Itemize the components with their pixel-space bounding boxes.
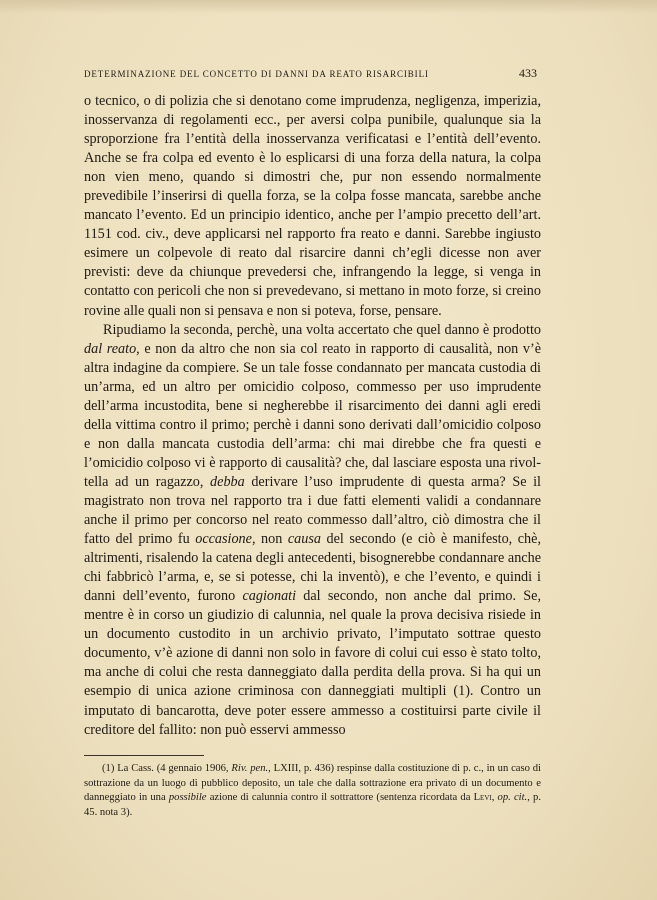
footnote-segment: (1) La Cass. (4 gennaio 1906, xyxy=(102,763,232,774)
text-segment: derivare l’uso imprudente di questa arma? Se il magistrato non trova nel rapporto tra i due fatti elementi validi a condannare anche il primo per concorso nel reato commesso dall’altro, ciò dimostra che il fatto del primo fu xyxy=(84,473,541,548)
italic-occasione: occasione xyxy=(195,531,252,548)
footnote-segment: , p. 45. nota 3). xyxy=(84,792,541,818)
footnote-separator xyxy=(84,755,204,756)
running-head: DETERMINAZIONE DEL CONCETTO DI DANNI DA REATO RISARCIBILI xyxy=(84,69,429,79)
italic-possibile: possibile xyxy=(168,792,207,804)
paragraph-2 xyxy=(84,321,541,740)
footnote-segment: , LXIII, p. 436) respinse dalla costituzione di p. c., in un caso di sottrazione da un luogo di pubblico deposito, un tale che dalla sottrazione era privato di un documento e danneggiato in una xyxy=(84,763,541,804)
footnote-1 xyxy=(84,762,541,820)
footnote-segment: , xyxy=(491,792,498,804)
author-levi: Levi xyxy=(473,792,492,804)
text-segment: , non xyxy=(251,531,288,548)
page-number: 433 xyxy=(519,66,537,80)
italic-cagionati: cagionati xyxy=(242,588,297,605)
body-text xyxy=(84,92,541,740)
italic-riv-pen: Riv. pen. xyxy=(231,763,269,774)
page-top-edge xyxy=(0,0,657,14)
italic-debba: debba xyxy=(210,473,245,490)
italic-causa: causa xyxy=(287,531,321,548)
italic-op-cit: op. cit. xyxy=(497,792,528,804)
text-segment: , e non da altro che non sia col reato in rapporto di causalità, non v’è altra indagine da compiere. Se un tale fosse condannato per mancata custodia di un’arma, ed un altro per omicidio colposo, commesso per uso imprudente dell’arma incustodita, bene si negherebbe il risarcimento dei danni agli eredi della vittima contro il primo; perchè i danni sono derivati dall’omicidio colposo e non dalla mancata custodia dell’arma: chi mai direbbe che fra questi e l’omicidio colposo vi è rapporto di causalità? che, dal lasciare esposta una rivoltella ad un ragazzo, xyxy=(84,340,541,490)
paragraph-1: o tecnico, o di polizia che si denotano come imprudenza, negligenza, imperizia, inosservanza di regolamenti ecc., per aversi colpa punibile, qualunque sia la sproporzione fra l’entità della inosservanza verificatasi e l’entità dell’evento. Anche se fra colpa ed evento è lo esplicarsi di una forza della natura, la colpa non vien meno, quando si dimostri che, pur non essendo normalmente prevedibile l’inserirsi di quella forza, se la colpa fosse mancata, sarebbe anche mancato l’evento. Ed un principio identico, anche per l’ampio precetto dell’art. 1151 cod. civ., deve applicarsi nel rapporto fra reato e danni. Sarebbe ingiusto esimere un colpevole di reato dal risarcire danni ch’egli dicesse non aver previsti: deve da chiunque prevedersi che, infrangendo la legge, si venga in contatto con pericoli che non si prevedevano, si mettano in moto forze, si creino rovine alle quali non si pensava e non si poteva, forse, pensare. xyxy=(84,93,541,319)
page-header xyxy=(84,66,537,81)
footnote-segment: azione di calunnia contro il sottrattore (sentenza ricordata da xyxy=(206,792,474,804)
text-segment: del secondo (e ciò è manifesto, chè, altrimenti, risalendo la catena degli antecedenti, bisognerebbe condannare anche chi fabbricò l’arma, e, se si potesse, chi la inventò), e che l’evento, e quindi i danni dell’evento, furono xyxy=(84,531,541,605)
text-segment: Ripudiamo la seconda, perchè, una volta accertato che quel danno è prodotto xyxy=(103,321,541,338)
italic-dal-reato: dal reato xyxy=(84,340,137,357)
text-segment: dal secondo, non anche dal primo. Se, mentre è in corso un giudizio di calunnia, nel quale la prova decisiva risiede in un documento custodito in un archivio privato, l’imputato sottrae questo documento, v’è azione di danni non solo in favore di colui cui esso è stato tolto, ma anche di colui che resta danneggiato dalla perdita della prova. Si ha qui un esempio di unica azione criminosa con danneggiati multipli (1). Contro un imputato di bancarotta, deve poter essere ammesso a costituirsi parte civile il creditore del fallito: non può esservi ammesso xyxy=(84,588,541,738)
